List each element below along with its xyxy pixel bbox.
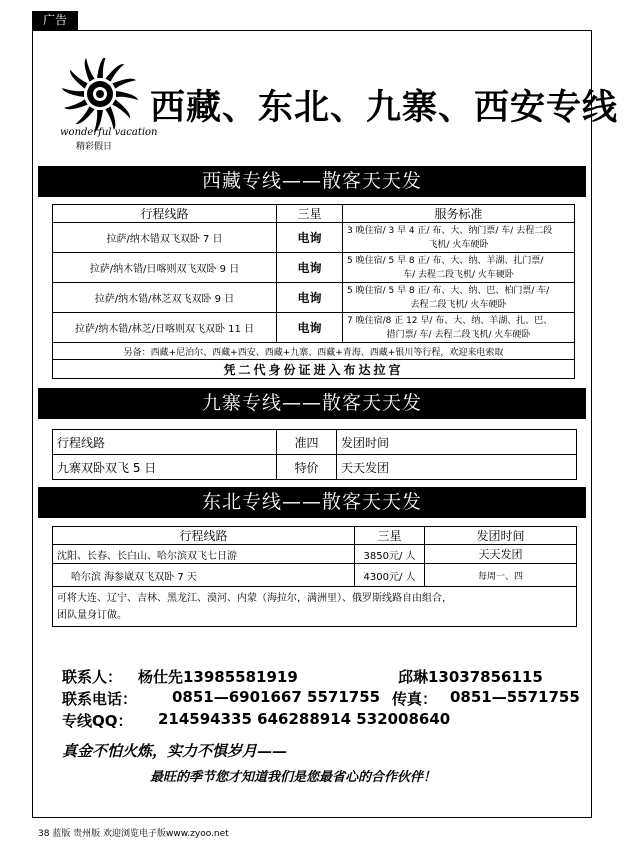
table-row [53,545,577,564]
time-cell: 天天发团 [425,545,577,564]
tibet-note: 另备：西藏+尼泊尔、西藏+西安、西藏+九寨、西藏+青海、西藏+银川等行程，欢迎来电索取 [53,343,575,360]
service-cell [343,313,575,343]
service-cell [343,283,575,313]
price-cell: 4300元/ 人 [355,564,425,587]
id-note-row [53,360,575,379]
price-cell: 电询 [277,283,343,313]
service-line: 7 晚住宿/8 正 12 早/ 布、大、纳、羊湖、扎、巴、 [347,315,553,326]
service-cell [343,223,575,253]
service-line: 5 晚住宿/ 5 早 8 正/ 布、大、纳、巴、柏门票/ 车/ [347,285,550,296]
note-row [53,587,577,627]
jiuzhai-banner: 九寨专线——散客天天发 [38,388,586,419]
contact-phone-label: 联系电话： [62,690,138,708]
route-cell: 哈尔滨 海参崴双飞双卧 7 天 [53,564,355,587]
price-cell: 电询 [277,223,343,253]
contact-person-label: 联系人： [62,668,123,686]
route-cell: 九寨双卧双飞 5 日 [53,455,277,480]
northeast-table [52,526,577,627]
contact-person-1: 杨仕先13985581919 [138,668,298,686]
contact-qq-label: 专线QQ： [62,712,133,730]
price-cell: 电询 [277,313,343,343]
price-cell: 电询 [277,253,343,283]
jiuzhai-table [52,429,577,480]
service-line: 去程二段飞机/ 火车硬卧 [410,299,507,310]
table-row [53,223,575,253]
price-cell: 特价 [277,455,337,480]
northeast-banner: 东北专线——散客天天发 [38,487,586,518]
route-cell: 拉萨/纳木错/林芝/日喀则双飞双卧 11 日 [53,313,277,343]
service-line: 3 晚住宿/ 3 早 4 正/ 布、大、纳门票/ 车/ 去程二段 [347,225,553,236]
route-cell: 拉萨/纳木错/日喀则双飞双卧 9 日 [53,253,277,283]
note-line: 团队量身订做。 [57,609,127,621]
tibet-table [52,204,575,379]
slogan-line-2: 最旺的季节您才知道我们是您最省心的合作伙伴！ [150,770,437,785]
route-cell: 沈阳、长春、长白山、哈尔滨双飞七日游 [53,545,355,564]
header-service: 服务标准 [343,205,575,223]
table-header-row [53,205,575,223]
table-header-row [53,527,577,545]
contact-fax-label: 传真： [392,690,438,708]
table-row [53,564,577,587]
contact-phones: 0851—6901667 5571755 [172,688,381,706]
table-row [53,455,577,480]
header-time: 发团时间 [425,527,577,545]
main-title: 西藏、东北、九寨、西安专线 [150,88,619,128]
route-cell: 拉萨/纳木错双飞双卧 7 日 [53,223,277,253]
slogan-line-1: 真金不怕火炼，实力不惧岁月—— [62,742,288,760]
contact-person-2: 邱琳13037856115 [398,668,543,686]
service-line: 车/ 去程二段飞机/ 火车硬卧 [403,269,514,280]
service-cell [343,253,575,283]
note-row [53,343,575,360]
header-grade: 三星 [355,527,425,545]
price-cell: 3850元/ 人 [355,545,425,564]
header-route: 行程线路 [53,205,277,223]
contact-qq-numbers: 214594335 646288914 532008640 [158,710,451,728]
table-row [53,253,575,283]
page-footer: 38 蓝版 贵州版 欢迎浏览电子版www.zyoo.net [38,829,229,839]
tibet-id-note: 凭二代身份证进入布达拉宫 [53,360,575,379]
ad-tag: 广告 [32,11,78,30]
contact-fax: 0851—5571755 [450,688,580,706]
header-grade: 三星 [277,205,343,223]
table-row [53,283,575,313]
table-header-row [53,430,577,455]
header-route: 行程线路 [53,430,277,455]
time-cell: 每周一、四 [425,564,577,587]
note-line: 可将大连、辽宁、吉林、黑龙江、漠河、内蒙（海拉尔，满洲里）、俄罗斯线路自由组合， [57,592,452,604]
logo-tagline-en: wonderful vacation [60,127,158,138]
header-time: 发团时间 [337,430,577,455]
table-row [53,313,575,343]
header-route: 行程线路 [53,527,355,545]
logo-tagline-cn: 精彩假日 [76,142,113,152]
service-line: 5 晚住宿/ 5 早 8 正/ 布、大、纳、羊湖、扎门票/ [347,255,544,266]
service-line: 措门票/ 车/ 去程二段飞机/ 火车硬卧 [386,329,531,340]
service-line: 飞机/ 火车硬卧 [428,239,489,250]
tibet-banner: 西藏专线——散客天天发 [38,166,586,197]
header-grade: 准四 [277,430,337,455]
northeast-note [53,587,577,627]
time-cell: 天天发团 [337,455,577,480]
route-cell: 拉萨/纳木错/林芝双飞双卧 9 日 [53,283,277,313]
